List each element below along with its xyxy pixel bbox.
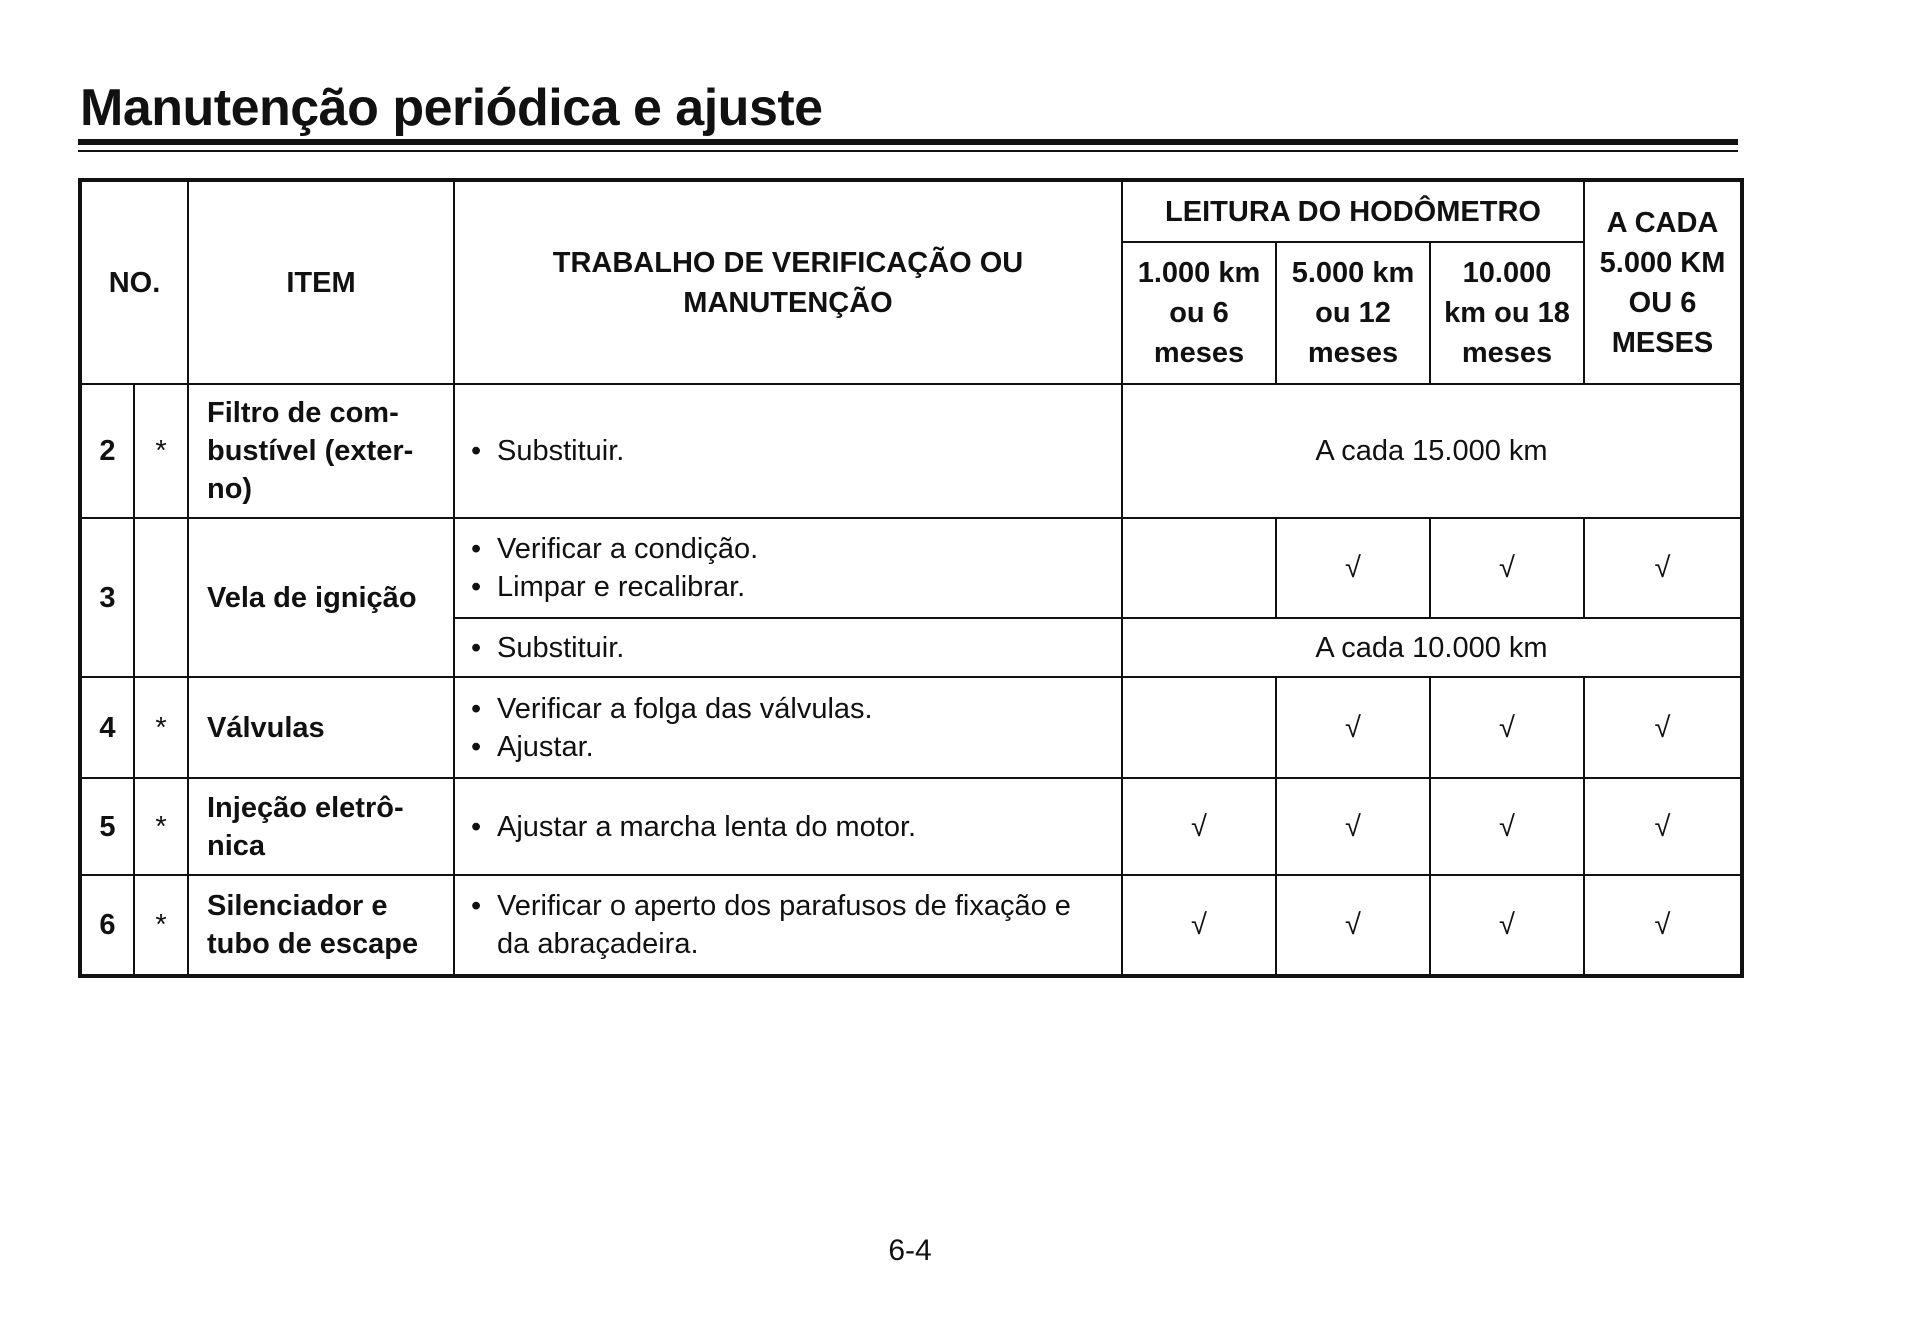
row-item: Vela de ignição xyxy=(188,518,454,677)
check-cell: √ xyxy=(1276,677,1430,778)
row-work xyxy=(454,618,1122,677)
row-work xyxy=(454,875,1122,976)
check-cell: √ xyxy=(1430,518,1584,618)
table-row xyxy=(80,677,1742,778)
bullet-icon: • xyxy=(471,435,482,467)
check-cell: √ xyxy=(1276,778,1430,875)
work-step xyxy=(471,728,1111,766)
check-cell: √ xyxy=(1430,677,1584,778)
page-number: 6-4 xyxy=(888,1234,932,1267)
work-step-text: Substituir. xyxy=(497,631,625,664)
table-row xyxy=(80,778,1742,875)
work-step xyxy=(471,568,1111,606)
work-step xyxy=(471,808,1111,846)
work-step-text: Ajustar a marcha lenta do motor. xyxy=(497,810,917,843)
work-step-text: Verificar a folga das válvulas. xyxy=(497,692,873,725)
row-work xyxy=(454,518,1122,618)
row-number: 4 xyxy=(80,677,134,778)
check-cell: √ xyxy=(1122,778,1276,875)
bullet-icon: • xyxy=(471,810,482,843)
title-rule-thin xyxy=(78,150,1738,152)
work-step-text: Verificar a condição. xyxy=(497,533,759,565)
header-col-5000-label: 5.000 km ou 12 meses xyxy=(1291,257,1415,369)
check-cell: √ xyxy=(1584,875,1742,976)
row-item-label: Injeção eletrô-nica xyxy=(207,791,404,862)
table-row xyxy=(80,384,1742,518)
bullet-icon: • xyxy=(471,730,482,763)
check-cell: √ xyxy=(1584,518,1742,618)
check-cell xyxy=(1122,677,1276,778)
bullet-icon: • xyxy=(471,631,482,664)
row-mark: * xyxy=(134,677,188,778)
header-col-10000-label: 10.000 km ou 18 meses xyxy=(1444,257,1570,369)
header-every-label: A CADA 5.000 KM OU 6 MESES xyxy=(1599,206,1726,359)
work-step-text: Ajustar. xyxy=(497,730,594,763)
row-item-label: Filtro de com-bustível (exter-no) xyxy=(207,397,414,505)
work-step-text: Substituir. xyxy=(497,435,625,467)
check-cell xyxy=(1122,518,1276,618)
table-row xyxy=(80,518,1742,618)
header-item: ITEM xyxy=(188,180,454,384)
header-every xyxy=(1584,180,1742,384)
check-cell: √ xyxy=(1584,778,1742,875)
check-cell: √ xyxy=(1276,518,1430,618)
row-number: 3 xyxy=(80,518,134,677)
row-number: 6 xyxy=(80,875,134,976)
header-col-10000 xyxy=(1430,242,1584,384)
check-cell: √ xyxy=(1584,677,1742,778)
work-step xyxy=(471,690,1111,728)
work-step xyxy=(471,530,1111,568)
title-rule-thick xyxy=(78,139,1738,145)
work-step xyxy=(471,629,1111,667)
row-item-label: Silenciador e tubo de escape xyxy=(207,890,419,960)
header-work xyxy=(454,180,1122,384)
header-row-top xyxy=(80,180,1742,242)
row-work xyxy=(454,677,1122,778)
maintenance-table xyxy=(78,178,1744,978)
bullet-icon: • xyxy=(471,692,482,725)
work-step-text: Limpar e recalibrar. xyxy=(497,571,746,603)
row-mark: * xyxy=(134,778,188,875)
table-row xyxy=(80,875,1742,976)
work-step-text: Verificar o aperto dos parafusos de fixação e da abraçadeira. xyxy=(497,890,1071,960)
row-work xyxy=(454,778,1122,875)
row-interval: A cada 10.000 km xyxy=(1122,618,1742,677)
bullet-icon: • xyxy=(471,533,482,565)
page-title: Manutenção periódica e ajuste xyxy=(80,79,823,137)
row-mark: * xyxy=(134,384,188,518)
bullet-icon: • xyxy=(471,890,482,922)
work-step xyxy=(471,887,1111,963)
row-mark xyxy=(134,518,188,677)
row-interval: A cada 15.000 km xyxy=(1122,384,1742,518)
row-item xyxy=(188,875,454,976)
check-cell: √ xyxy=(1430,778,1584,875)
header-no: NO. xyxy=(80,180,188,384)
row-number: 5 xyxy=(80,778,134,875)
work-step xyxy=(471,432,1111,470)
header-col-1000 xyxy=(1122,242,1276,384)
row-item xyxy=(188,384,454,518)
check-cell: √ xyxy=(1430,875,1584,976)
header-work-label: TRABALHO DE VERIFICAÇÃO OU MANUTENÇÃO xyxy=(552,246,1024,319)
row-number: 2 xyxy=(80,384,134,518)
header-odometer: LEITURA DO HODÔMETRO xyxy=(1122,180,1584,242)
row-item: Válvulas xyxy=(188,677,454,778)
header-col-5000 xyxy=(1276,242,1430,384)
row-item xyxy=(188,778,454,875)
bullet-icon: • xyxy=(471,571,482,603)
row-mark: * xyxy=(134,875,188,976)
check-cell: √ xyxy=(1276,875,1430,976)
header-col-1000-label: 1.000 km ou 6 meses xyxy=(1137,257,1261,369)
check-cell: √ xyxy=(1122,875,1276,976)
row-work xyxy=(454,384,1122,518)
